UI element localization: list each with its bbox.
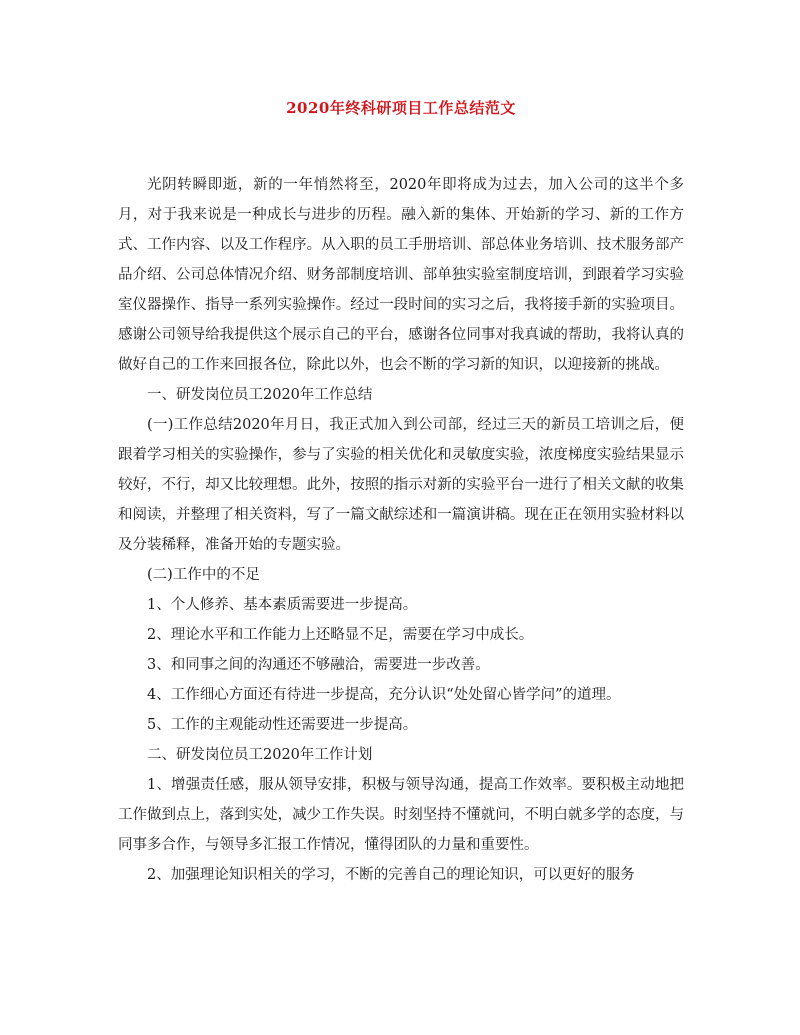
document-page (118, 98, 684, 890)
subsection-heading-shortcomings: (二)工作中的不足 (147, 567, 260, 583)
document-title: 2020年终科研项目工作总结范文 (286, 99, 516, 117)
list-item: 3、和同事之间的沟通还不够融洽，需要进一步改善。 (147, 657, 490, 673)
paragraph-intro: 光阴转瞬即逝，新的一年悄然将至，2020年即将成为过去，加入公司的这半个多月，对于我来说是一种成长与进步的历程。融入新的集体、开始新的学习、新的工作方式、工作内容、以及工作程序。从入职的员工手册培训、部总体业务培训、技术服务部产品介绍、公司总体情况介绍、财务部制度培训、部单独实验室制度培训，到跟着学习实验室仪器操作、指导一系列实验操作。经过一段时间的实习之后，我将接手新的实验项目。感谢公司领导给我提供这个展示自己的平台，感谢各位同事对我真诚的帮助，我将认真的做好自己的工作来回报各位，除此以外，也会不断的学习新的知识，以迎接新的挑战。 (118, 177, 684, 373)
list-item: 2、加强理论知识相关的学习，不断的完善自己的理论知识，可以更好的服务 (147, 867, 635, 883)
list-item: 1、个人修养、基本素质需要进一步提高。 (147, 597, 418, 613)
section-heading-2: 二、研发岗位员工2020年工作计划 (147, 747, 373, 763)
list-item: 1、增强责任感，服从领导安排，积极与领导沟通，提高工作效率。要积极主动地把工作做到点上，落到实处，减少工作失误。时刻坚持不懂就问，不明白就多学的态度，与同事多合作，与领导多汇报工作情况，懂得团队的力量和重要性。 (118, 777, 684, 853)
section-heading-1: 一、研发岗位员工2020年工作总结 (147, 387, 373, 403)
list-item: 4、工作细心方面还有待进一步提高，充分认识“处处留心皆学问”的道理。 (147, 687, 621, 703)
paragraph-summary: (一)工作总结2020年月日，我正式加入到公司部，经过三天的新员工培训之后，便跟着学习相关的实验操作，参与了实验的相关优化和灵敏度实验，浓度梯度实验结果显示较好，不行，却又比较理想。此外，按照的指示对新的实验平台一进行了相关文献的收集和阅读，并整理了相关资料，写了一篇文献综述和一篇演讲稿。现在正在领用实验材料以及分装稀释，准备开始的专题实验。 (118, 417, 684, 553)
list-item: 2、理论水平和工作能力上还略显不足，需要在学习中成长。 (147, 627, 534, 643)
list-item: 5、工作的主观能动性还需要进一步提高。 (147, 717, 418, 733)
